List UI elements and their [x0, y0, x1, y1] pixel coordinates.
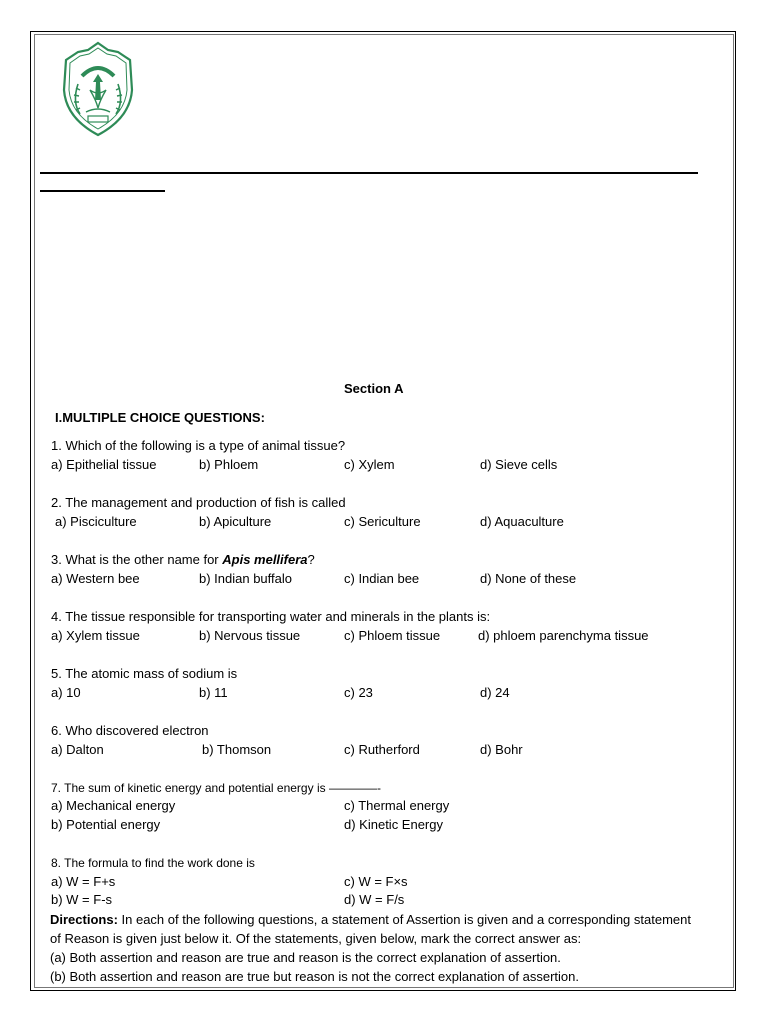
question-4-text: 4. The tissue responsible for transporting water and minerals in the plants is: [51, 609, 491, 624]
question-3-text [51, 552, 315, 568]
option-4c: c) Phloem tissue [344, 628, 441, 643]
option-1a: a) Epithelial tissue [51, 457, 157, 472]
option-8b: b) W = F-s [51, 892, 113, 907]
option-3b: b) Indian buffalo [199, 571, 292, 586]
header-rule-short [40, 190, 165, 192]
option-3d: d) None of these [480, 571, 577, 586]
section-title: Section A [344, 381, 404, 396]
header-rule [40, 172, 698, 174]
option-4a: a) Xylem tissue [51, 628, 140, 643]
option-5b: b) 11 [199, 685, 228, 700]
directions-line-4: (b) Both assertion and reason are true but reason is not the correct explanation of assertion. [50, 969, 579, 984]
option-7b: b) Potential energy [51, 817, 161, 832]
question-heading: I.MULTIPLE CHOICE QUESTIONS: [55, 410, 265, 425]
option-5d: d) 24 [480, 685, 510, 700]
option-2c: c) Sericulture [344, 514, 421, 529]
option-5c: c) 23 [344, 685, 373, 700]
option-1d: d) Sieve cells [480, 457, 558, 472]
option-8a: a) W = F+s [51, 874, 116, 889]
question-7-text: 7. The sum of kinetic energy and potential energy is ————- [51, 781, 381, 795]
option-8d: d) W = F/s [344, 892, 405, 907]
option-7c: c) Thermal energy [344, 798, 450, 813]
option-6c: c) Rutherford [344, 742, 420, 757]
question-3-species: Apis mellifera [222, 552, 308, 567]
question-1-text: 1. Which of the following is a type of animal tissue? [51, 438, 346, 453]
option-4b: b) Nervous tissue [199, 628, 301, 643]
option-7a: a) Mechanical energy [51, 798, 176, 813]
option-6d: d) Bohr [480, 742, 523, 757]
directions-block [50, 910, 734, 986]
question-6-text: 6. Who discovered electron [51, 723, 209, 738]
question-3-pre: 3. What is the other name for [51, 552, 223, 567]
option-2d: d) Aquaculture [480, 514, 564, 529]
option-4d: d) phloem parenchyma tissue [478, 628, 649, 643]
question-3-post: ? [307, 552, 315, 567]
question-5-text: 5. The atomic mass of sodium is [51, 666, 238, 681]
directions-line-2: of Reason is given just below it. Of the statements, given below, mark the correct answer as: [50, 931, 582, 946]
option-6b: b) Thomson [202, 742, 272, 757]
directions-text-1: In each of the following questions, a statement of Assertion is given and a corresponding statement [117, 912, 691, 927]
question-8-text: 8. The formula to find the work done is [51, 856, 255, 870]
option-3a: a) Western bee [51, 571, 140, 586]
option-8c: c) W = F×s [344, 874, 408, 889]
question-2-text: 2. The management and production of fish is called [51, 495, 346, 510]
option-2a: a) Pisciculture [55, 514, 137, 529]
option-5a: a) 10 [51, 685, 81, 700]
directions-line-3: (a) Both assertion and reason are true and reason is the correct explanation of assertion. [50, 950, 561, 965]
school-crest-icon [60, 40, 136, 138]
page-border-inner [34, 34, 734, 988]
option-3c: c) Indian bee [344, 571, 420, 586]
option-6a: a) Dalton [51, 742, 104, 757]
option-2b: b) Apiculture [199, 514, 272, 529]
directions-line-1 [50, 910, 734, 929]
option-7d: d) Kinetic Energy [344, 817, 443, 832]
option-1b: b) Phloem [199, 457, 259, 472]
directions-label: Directions: [50, 912, 118, 927]
option-1c: c) Xylem [344, 457, 395, 472]
